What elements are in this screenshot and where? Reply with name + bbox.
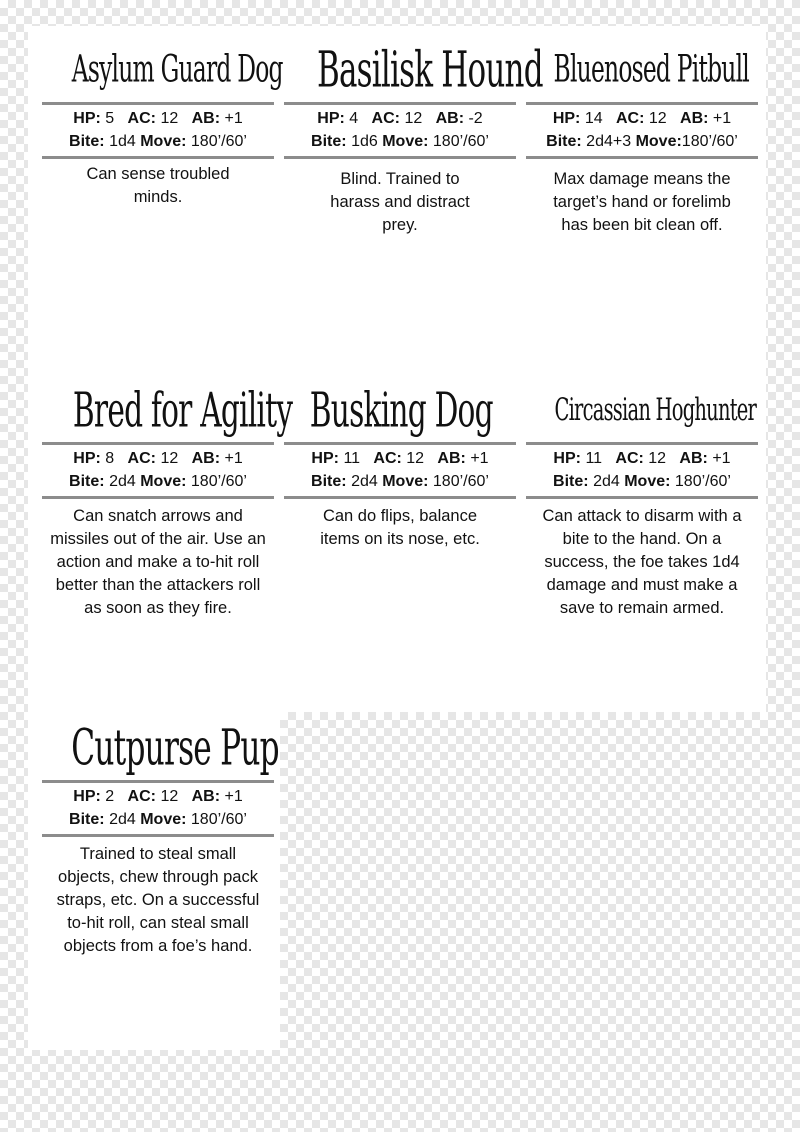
stats-line-1 — [526, 447, 758, 470]
hp-value: 4 — [349, 110, 359, 127]
monster-name: Basilisk Hound — [316, 41, 543, 99]
hp-value: 11 — [585, 450, 603, 467]
monster-stats — [284, 445, 516, 496]
monster-description: Can snatch arrows and missiles out of the air. Use an action and make a to-hit roll better than the attackers roll as soon as they fire. — [50, 507, 266, 617]
move-label: Move: — [624, 473, 671, 490]
bite-label: Bite: — [546, 133, 582, 150]
monster-card-busking-dog — [284, 378, 516, 551]
monster-description: Can attack to disarm with a bite to the hand. On a success, the foe takes 1d4 damage and must make a save to remain armed. — [542, 507, 742, 617]
monster-stats — [42, 783, 274, 834]
monster-stats — [526, 105, 758, 156]
monster-stats — [42, 445, 274, 496]
ac-label: AC: — [127, 788, 156, 805]
stats-line-1 — [42, 447, 274, 470]
monster-card-asylum-guard-dog — [42, 38, 283, 209]
hp-label: HP: — [317, 110, 345, 127]
bite-label: Bite: — [311, 473, 347, 490]
monster-name: Busking Dog — [309, 382, 493, 438]
monster-description: Blind. Trained to harass and distract prey. — [330, 170, 470, 234]
ab-value: -2 — [468, 110, 483, 127]
stats-line-2 — [42, 470, 274, 493]
hp-value: 2 — [105, 788, 115, 805]
hp-label: HP: — [73, 110, 101, 127]
move-label: Move: — [140, 811, 187, 828]
stats-line-2 — [42, 808, 274, 831]
stats-line-2 — [526, 470, 758, 493]
monster-description: Trained to steal small objects, chew through pack straps, etc. On a successful to-hit roll, can steal small objects from a foe’s hand. — [56, 845, 260, 955]
ac-label: AC: — [127, 450, 156, 467]
monster-name: Bred for Agility — [72, 382, 293, 438]
monster-card-bluenosed-pitbull — [526, 38, 758, 237]
bite-value: 1d6 — [351, 133, 378, 150]
monster-name: Cutpurse Pup — [71, 719, 279, 777]
stats-line-2 — [42, 130, 274, 153]
monster-name: Circassian Hoghunter — [554, 391, 757, 428]
ab-label: AB: — [191, 788, 221, 805]
stats-line-2 — [284, 130, 516, 153]
stats-line-1 — [284, 107, 516, 130]
hp-label: HP: — [73, 788, 101, 805]
hp-label: HP: — [553, 450, 581, 467]
monster-stats — [526, 445, 758, 496]
bite-value: 2d4 — [109, 473, 136, 490]
bite-value: 2d4 — [109, 811, 136, 828]
ac-value: 12 — [160, 450, 179, 467]
ac-value: 12 — [160, 788, 179, 805]
ac-value: 12 — [648, 110, 667, 127]
ac-label: AC: — [615, 450, 644, 467]
stats-line-1 — [42, 107, 274, 130]
ab-label: AB: — [679, 450, 708, 467]
move-value: 180’/60’ — [432, 473, 489, 490]
move-value: 180’/60’ — [190, 133, 247, 150]
bite-value: 1d4 — [109, 133, 136, 150]
stats-line-1 — [42, 785, 274, 808]
move-value: 180’/60’ — [674, 473, 731, 490]
bite-label: Bite: — [69, 811, 105, 828]
monster-description: Can do flips, balance items on its nose, etc. — [320, 507, 480, 548]
monster-name: Bluenosed Pitbull — [553, 47, 749, 92]
monster-name: Asylum Guard Dog — [71, 47, 283, 92]
ab-label: AB: — [191, 450, 221, 467]
ac-label: AC: — [127, 110, 156, 127]
bite-label: Bite: — [553, 473, 589, 490]
ac-value: 12 — [406, 450, 425, 467]
ac-value: 12 — [404, 110, 423, 127]
monster-card-circassian-hoghunter — [526, 378, 758, 620]
hp-label: HP: — [311, 450, 339, 467]
monster-card-basilisk-hound — [284, 38, 543, 237]
ab-value: +1 — [712, 110, 732, 127]
move-value: 180’/60’ — [681, 133, 738, 150]
move-label: Move: — [382, 473, 429, 490]
hp-value: 11 — [343, 450, 361, 467]
bite-value: 2d4 — [593, 473, 620, 490]
stats-line-1 — [284, 447, 516, 470]
monster-stats — [284, 105, 516, 156]
move-label: Move: — [140, 473, 187, 490]
move-label: Move: — [382, 133, 429, 150]
move-label: Move: — [635, 133, 682, 150]
ab-value: +1 — [224, 450, 243, 467]
hp-value: 8 — [105, 450, 115, 467]
ab-value: +1 — [712, 450, 731, 467]
monster-card-cutpurse-pup — [42, 716, 279, 958]
ac-value: 12 — [160, 110, 179, 127]
ab-label: AB: — [680, 110, 709, 127]
bite-label: Bite: — [311, 133, 347, 150]
ab-label: AB: — [437, 450, 466, 467]
monster-sheet — [28, 26, 766, 1050]
ab-value: +1 — [224, 788, 243, 805]
move-label: Move: — [140, 133, 187, 150]
hp-value: 5 — [105, 110, 115, 127]
hp-label: HP: — [552, 110, 581, 127]
hp-value: 14 — [584, 110, 603, 127]
stats-line-2 — [526, 130, 758, 153]
stats-line-2 — [284, 470, 516, 493]
bite-value: 2d4 — [351, 473, 378, 490]
hp-label: HP: — [73, 450, 101, 467]
move-value: 180’/60’ — [190, 473, 247, 490]
monster-description: Max damage means the target’s hand or forelimb has been bit clean off. — [553, 170, 731, 234]
ab-label: AB: — [191, 110, 221, 127]
ab-label: AB: — [435, 110, 465, 127]
ac-value: 12 — [648, 450, 667, 467]
monster-card-bred-for-agility — [42, 378, 293, 620]
move-value: 180’/60’ — [432, 133, 489, 150]
monster-description: Can sense troubled minds. — [86, 165, 230, 206]
ac-label: AC: — [615, 110, 645, 127]
ac-label: AC: — [371, 110, 400, 127]
bite-label: Bite: — [69, 133, 105, 150]
move-value: 180’/60’ — [190, 811, 247, 828]
monster-stats — [42, 105, 274, 156]
ab-value: +1 — [224, 110, 243, 127]
ab-value: +1 — [470, 450, 489, 467]
bite-label: Bite: — [69, 473, 105, 490]
bite-value: 2d4+3 — [586, 133, 632, 150]
ac-label: AC: — [373, 450, 402, 467]
stats-line-1 — [526, 107, 758, 130]
